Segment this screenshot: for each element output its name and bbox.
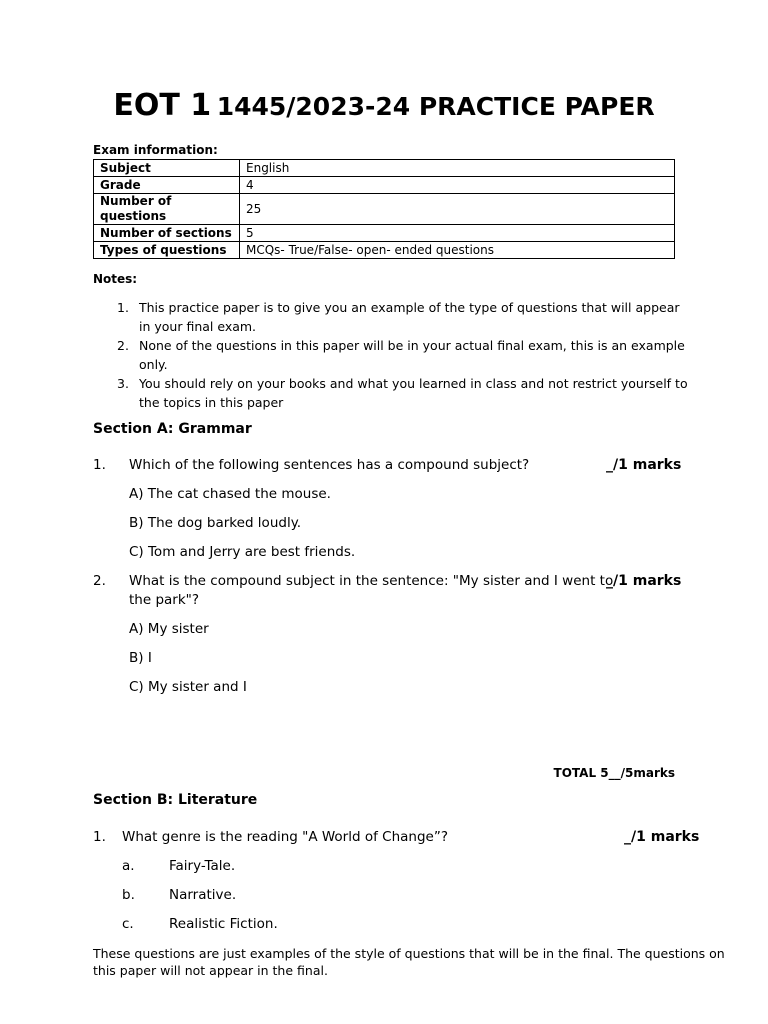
table-cell-value: 4 bbox=[240, 177, 675, 194]
question-number: 1. bbox=[93, 829, 106, 845]
question-text: What genre is the reading "A World of Change”? bbox=[122, 829, 448, 845]
table-cell-value: 25 bbox=[240, 194, 675, 225]
notes-list bbox=[93, 298, 693, 412]
title-eot: EOT 1 bbox=[113, 88, 212, 123]
footer-note-line2: this paper will not appear in the final. bbox=[93, 963, 328, 978]
section-a-heading: Section A: Grammar bbox=[93, 421, 252, 437]
answer-option: C) My sister and I bbox=[129, 679, 247, 695]
table-row bbox=[94, 177, 675, 194]
answer-option: Narrative. bbox=[169, 887, 237, 903]
list-item-number: 3. bbox=[117, 376, 129, 391]
section-a-total: TOTAL 5__/5marks bbox=[553, 766, 675, 780]
table-cell-value: MCQs- True/False- open- ended questions bbox=[240, 242, 675, 259]
answer-option: A) The cat chased the mouse. bbox=[129, 486, 331, 502]
list-item bbox=[93, 336, 693, 374]
answer-option: Realistic Fiction. bbox=[169, 916, 278, 932]
exam-info-table bbox=[93, 159, 675, 259]
table-row bbox=[94, 242, 675, 259]
list-item-text: None of the questions in this paper will be in your actual final exam, this is an example only. bbox=[139, 338, 685, 372]
option-letter: a. bbox=[122, 858, 135, 874]
list-item-number: 2. bbox=[117, 338, 129, 353]
question-number: 2. bbox=[93, 573, 106, 589]
table-cell-key: Subject bbox=[94, 160, 240, 177]
exam-info-heading: Exam information: bbox=[93, 143, 218, 157]
list-item-number: 1. bbox=[117, 300, 129, 315]
question-number: 1. bbox=[93, 457, 106, 473]
question-text-continued: the park"? bbox=[129, 592, 200, 608]
table-row bbox=[94, 225, 675, 242]
option-letter: b. bbox=[122, 887, 135, 903]
list-item bbox=[93, 298, 693, 336]
list-item-text: This practice paper is to give you an example of the type of questions that will appear in your final exam. bbox=[139, 300, 680, 334]
table-cell-value: English bbox=[240, 160, 675, 177]
table-cell-key: Number of sections bbox=[94, 225, 240, 242]
list-item bbox=[93, 374, 693, 412]
table-row bbox=[94, 194, 675, 225]
list-item-text: You should rely on your books and what you learned in class and not restrict yourself to the topics in this paper bbox=[139, 376, 688, 410]
option-letter: c. bbox=[122, 916, 134, 932]
answer-option: B) The dog barked loudly. bbox=[129, 515, 302, 531]
question-marks: _/1 marks bbox=[624, 829, 700, 845]
section-b-heading: Section B: Literature bbox=[93, 792, 258, 808]
table-cell-value: 5 bbox=[240, 225, 675, 242]
answer-option: C) Tom and Jerry are best friends. bbox=[129, 544, 356, 560]
title-rest: 1445/2023-24 PRACTICE PAPER bbox=[216, 92, 655, 121]
table-cell-key: Grade bbox=[94, 177, 240, 194]
table-cell-key: Number of questions bbox=[94, 194, 240, 225]
page-title bbox=[0, 88, 768, 123]
question-text: Which of the following sentences has a compound subject? bbox=[129, 457, 530, 473]
question-text: What is the compound subject in the sentence: "My sister and I went to bbox=[129, 573, 614, 589]
answer-option: B) I bbox=[129, 650, 152, 666]
table-row bbox=[94, 160, 675, 177]
question-marks: _/1 marks bbox=[606, 457, 682, 473]
answer-option: Fairy-Tale. bbox=[169, 858, 236, 874]
table-cell-key: Types of questions bbox=[94, 242, 240, 259]
footer-note-line1: These questions are just examples of the style of questions that will be in the final. The questions on bbox=[93, 946, 725, 961]
answer-option: A) My sister bbox=[129, 621, 209, 637]
question-marks: _/1 marks bbox=[606, 573, 682, 589]
notes-heading: Notes: bbox=[93, 272, 138, 286]
